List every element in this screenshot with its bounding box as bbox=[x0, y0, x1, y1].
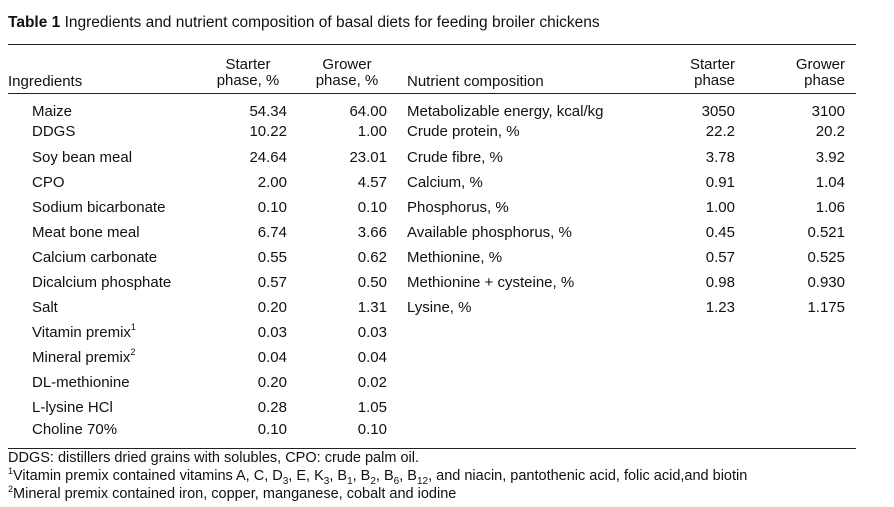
ingredient-name: Vitamin premix$^1$ bbox=[32, 322, 136, 341]
ingredient-grower-value: 1.00 bbox=[357, 123, 387, 140]
ingredient-grower-value: 3.66 bbox=[357, 224, 387, 241]
table-row bbox=[0, 123, 894, 143]
nutrient-grower-value: 0.525 bbox=[807, 249, 845, 266]
nutrient-grower-value: 3.92 bbox=[815, 149, 845, 166]
header-ingredients: Ingredients bbox=[8, 73, 83, 90]
vitamin-subscript: 3 bbox=[323, 475, 330, 487]
footnote-marker-2: 2 bbox=[8, 484, 14, 494]
ingredient-grower-value: 0.50 bbox=[357, 274, 387, 291]
header-starter-pct: Starter phase, % bbox=[216, 56, 280, 89]
header-grower-pct: Grower phase, % bbox=[315, 56, 379, 89]
table-caption: Ingredients and nutrient composition of basal diets for feeding broiler chickens bbox=[60, 14, 600, 31]
nutrient-name: Calcium, % bbox=[407, 174, 483, 191]
ingredient-name: Maize bbox=[32, 103, 73, 120]
ingredient-grower-value: 0.02 bbox=[357, 374, 387, 391]
vitamin-subscript: 12 bbox=[416, 475, 429, 487]
nutrient-starter-value: 0.57 bbox=[705, 249, 735, 266]
ingredient-grower-value: 0.10 bbox=[357, 199, 387, 216]
nutrient-name: Phosphorus, % bbox=[407, 199, 509, 216]
bottom-rule bbox=[8, 448, 856, 449]
nutrient-starter-value: 1.00 bbox=[705, 199, 735, 216]
nutrient-name: Lysine, % bbox=[407, 299, 472, 316]
footnote-abbreviations: DDGS: distillers dried grains with solubles, CPO: crude palm oil. bbox=[8, 450, 419, 466]
ingredient-grower-value: 1.05 bbox=[357, 399, 387, 416]
footnote-ref: 2 bbox=[130, 347, 136, 357]
nutrient-grower-value: 0.930 bbox=[807, 274, 845, 291]
ingredient-starter-value: 24.64 bbox=[249, 149, 287, 166]
ingredient-name: DDGS bbox=[32, 123, 76, 140]
ingredient-name: Mineral premix$^2$ bbox=[32, 347, 136, 366]
ingredient-starter-value: 0.03 bbox=[257, 324, 287, 341]
footnote-vitamin-premix bbox=[8, 468, 747, 487]
ingredient-grower-value: 64.00 bbox=[349, 103, 387, 120]
ingredient-grower-value: 0.03 bbox=[357, 324, 387, 341]
table-row bbox=[0, 299, 894, 319]
ingredient-starter-value: 0.10 bbox=[257, 421, 287, 438]
footnote-mineral-text: Mineral premix contained iron, copper, manganese, cobalt and iodine bbox=[13, 486, 457, 502]
ingredient-name: Soy bean meal bbox=[32, 149, 133, 166]
table-row bbox=[0, 149, 894, 169]
nutrient-starter-value: 0.98 bbox=[705, 274, 735, 291]
nutrient-starter-value: 22.2 bbox=[705, 123, 735, 140]
nutrient-starter-value: 0.91 bbox=[705, 174, 735, 191]
footnote-vitamin-text: Vitamin premix contained vitamins A, C, $D_3$, E, $K_3$, $B_1$, $B_2$, $B_6$, $B_{12}$, and niacin, pantothenic acid, folic acid,and biotin bbox=[13, 468, 748, 487]
table-row bbox=[0, 103, 894, 123]
table-row bbox=[0, 224, 894, 244]
ingredient-starter-value: 0.10 bbox=[257, 199, 287, 216]
table-label: Table 1 bbox=[8, 14, 61, 31]
table-row bbox=[0, 324, 894, 344]
ingredient-starter-value: 0.28 bbox=[257, 399, 287, 416]
vitamin-subscript: 1 bbox=[347, 475, 353, 487]
nutrient-name: Crude protein, % bbox=[407, 123, 520, 140]
ingredient-grower-value: 0.10 bbox=[357, 421, 387, 438]
footnote-ref: 1 bbox=[130, 322, 136, 332]
footnote-marker-1: 1 bbox=[8, 466, 14, 476]
ingredient-grower-value: 23.01 bbox=[349, 149, 387, 166]
ingredient-grower-value: 4.57 bbox=[357, 174, 387, 191]
top-rule bbox=[8, 44, 856, 45]
nutrient-grower-value: 20.2 bbox=[815, 123, 845, 140]
nutrient-starter-value: 3050 bbox=[701, 103, 735, 120]
ingredient-starter-value: 54.34 bbox=[249, 103, 287, 120]
table-row bbox=[0, 274, 894, 294]
ingredient-starter-value: 0.55 bbox=[257, 249, 287, 266]
ingredient-name: CPO bbox=[32, 174, 65, 191]
table-title bbox=[8, 14, 600, 32]
ingredient-name: Dicalcium phosphate bbox=[32, 274, 172, 291]
ingredient-grower-value: 0.62 bbox=[357, 249, 387, 266]
table-row bbox=[0, 249, 894, 269]
nutrient-starter-value: 1.23 bbox=[705, 299, 735, 316]
ingredient-grower-value: 1.31 bbox=[357, 299, 387, 316]
footnote-mineral-premix bbox=[8, 486, 456, 502]
ingredient-name: Calcium carbonate bbox=[32, 249, 158, 266]
nutrient-name: Crude fibre, % bbox=[407, 149, 503, 166]
nutrient-starter-value: 0.45 bbox=[705, 224, 735, 241]
ingredient-starter-value: 0.04 bbox=[257, 349, 287, 366]
ingredient-starter-value: 10.22 bbox=[249, 123, 287, 140]
table-row bbox=[0, 399, 894, 419]
ingredient-starter-value: 0.20 bbox=[257, 374, 287, 391]
ingredient-starter-value: 0.20 bbox=[257, 299, 287, 316]
nutrient-grower-value: 1.06 bbox=[815, 199, 845, 216]
nutrient-grower-value: 1.175 bbox=[807, 299, 845, 316]
nutrient-grower-value: 3100 bbox=[811, 103, 845, 120]
nutrient-name: Available phosphorus, % bbox=[407, 224, 572, 241]
ingredient-grower-value: 0.04 bbox=[357, 349, 387, 366]
ingredient-name: DL-methionine bbox=[32, 374, 130, 391]
vitamin-subscript: 2 bbox=[370, 475, 376, 487]
ingredient-starter-value: 2.00 bbox=[257, 174, 287, 191]
table-row bbox=[0, 421, 894, 441]
ingredient-name: Sodium bicarbonate bbox=[32, 199, 166, 216]
nutrient-grower-value: 1.04 bbox=[815, 174, 845, 191]
ingredient-name: L-lysine HCl bbox=[32, 399, 113, 416]
header-rule bbox=[8, 93, 856, 94]
nutrient-name: Methionine, % bbox=[407, 249, 503, 266]
table-row bbox=[0, 174, 894, 194]
nutrient-starter-value: 3.78 bbox=[705, 149, 735, 166]
nutrient-grower-value: 0.521 bbox=[807, 224, 845, 241]
vitamin-subscript: 6 bbox=[393, 475, 400, 487]
ingredient-name: Meat bone meal bbox=[32, 224, 140, 241]
ingredient-name: Salt bbox=[32, 299, 58, 316]
table-row bbox=[0, 349, 894, 369]
header-starter-phase: Starter phase bbox=[689, 56, 735, 89]
table-row bbox=[0, 199, 894, 219]
table-row bbox=[0, 374, 894, 394]
vitamin-subscript: 3 bbox=[282, 475, 289, 487]
ingredient-starter-value: 6.74 bbox=[257, 224, 287, 241]
nutrient-name: Methionine + cysteine, % bbox=[407, 274, 575, 291]
nutrient-name: Metabolizable energy, kcal/kg bbox=[407, 103, 604, 120]
ingredient-starter-value: 0.57 bbox=[257, 274, 287, 291]
ingredient-name: Choline 70% bbox=[32, 421, 118, 438]
header-grower-phase: Grower phase bbox=[795, 56, 845, 89]
header-nutrient-composition: Nutrient composition bbox=[407, 73, 544, 90]
